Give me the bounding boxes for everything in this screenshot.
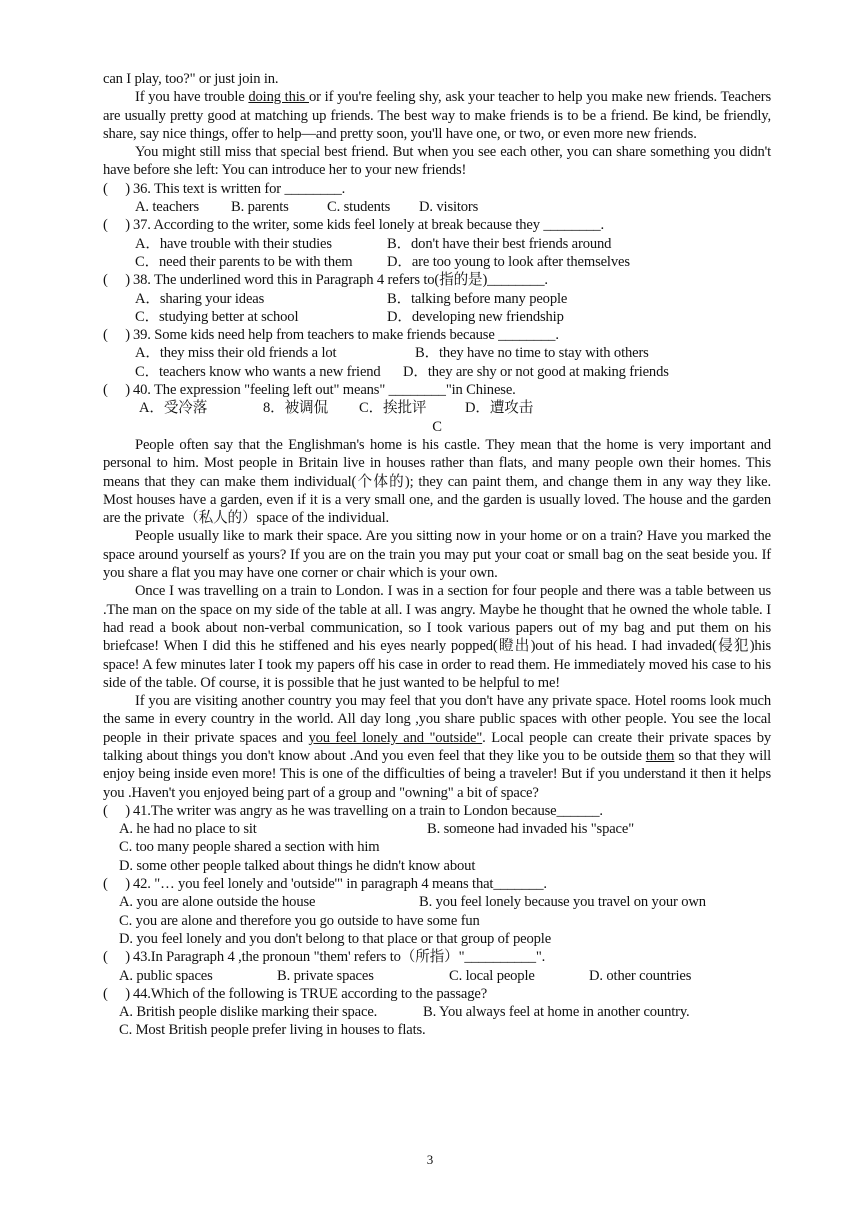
intro-line: can I play, too?" or just join in. xyxy=(103,71,279,87)
question-42: ( ) 42. "… you feel lonely and 'outside'" in paragraph 4 means that_______. xyxy=(103,876,547,893)
option: A. teachers xyxy=(135,199,199,216)
question-44: ( ) 44.Which of the following is TRUE according to the passage? xyxy=(103,985,488,1002)
question-43-options xyxy=(103,967,771,985)
question-36-options xyxy=(103,198,771,216)
intro-paragraph-2: You might still miss that special best friend. But when you see each other, you can share something you didn't have before she left: You can introduce her to your new friends! xyxy=(103,144,771,179)
question-41-option-c xyxy=(103,838,771,856)
option: D．遭攻击 xyxy=(465,400,534,417)
question-41-option-d xyxy=(103,857,771,875)
option: A. he had no place to sit xyxy=(119,821,257,838)
question-38-options-ab xyxy=(103,290,771,308)
question-37-options-cd xyxy=(103,253,771,271)
option: A．sharing your ideas xyxy=(135,290,265,307)
page-number: 3 xyxy=(426,1152,434,1167)
option: 8．被调侃 xyxy=(263,400,328,417)
option: B. someone had invaded his "space" xyxy=(427,821,635,838)
passage-c-paragraph-2: People usually like to mark their space. Are you sitting now in your home or on a train? Have you marked the space around yourself as yours? If you are on the train you may put your coat or small bag on the seat beside you. If you share a flat you may have one corner or chair which is your own. xyxy=(103,528,771,582)
question-44-options-ab xyxy=(103,1003,771,1021)
document-page xyxy=(103,70,771,1040)
question-40: ( ) 40. The expression "feeling left out" means" ________"in Chinese. xyxy=(103,382,516,399)
question-38-options-cd xyxy=(103,308,771,326)
question-37: ( ) 37. According to the writer, some kids feel lonely at break because they ________. xyxy=(103,217,605,234)
option: D. some other people talked about things he didn't know about xyxy=(119,857,476,874)
intro-paragraph-1: If you have trouble doing this or if you're feeling shy, ask your teacher to help you make new friends. Teachers are usually pretty good at matching up friends. The best way to make friends is to be a friend. Be kind, be friendly, share, say nice things, offer to help—and pretty soon, you'll have one, or two, or even more new friends. xyxy=(103,89,771,142)
option: C．studying better at school xyxy=(135,308,299,325)
option: C. too many people shared a section with him xyxy=(119,839,380,856)
question-39-options-cd xyxy=(103,363,771,381)
question-39: ( ) 39. Some kids need help from teachers to make friends because ________. xyxy=(103,327,559,344)
passage-c-paragraph-1: People often say that the Englishman's home is his castle. They mean that the home is very important and personal to him. Most people in Britain live in houses rather than flats, and many people own their homes. This means that they can make them individual(个体的); they can paint them, and change them in any way they like. Most houses have a garden, even if it is a very small one, and the garden is usually loved. The house and the garden are the private（私人的）space of the individual. xyxy=(103,436,771,527)
option: D．they are shy or not good at making friends xyxy=(403,363,669,380)
question-38: ( ) 38. The underlined word this in Paragraph 4 refers to(指的是)________. xyxy=(103,272,548,289)
option: B. parents xyxy=(231,199,289,216)
option: C. you are alone and therefore you go outside to have some fun xyxy=(119,912,480,929)
question-44-option-c xyxy=(103,1021,771,1039)
option: A．受冷落 xyxy=(139,400,208,417)
option: B. private spaces xyxy=(277,967,374,984)
option: A．they miss their old friends a lot xyxy=(135,345,337,362)
option: A．have trouble with their studies xyxy=(135,235,332,252)
question-42-option-d xyxy=(103,930,771,948)
option: B．they have no time to stay with others xyxy=(415,345,649,362)
question-41: ( ) 41.The writer was angry as he was travelling on a train to London because______. xyxy=(103,802,603,819)
question-39-options-ab xyxy=(103,344,771,362)
option: C. students xyxy=(327,199,391,216)
question-43: ( ) 43.In Paragraph 4 ,the pronoun "them' refers to（所指）"__________". xyxy=(103,949,546,966)
option: D．developing new friendship xyxy=(387,308,564,325)
passage-c-paragraph-4: If you are visiting another country you may feel that you don't have any private space. Hotel rooms look much the same in every country in the world. All day long ,you share public spaces with other people. You see the local people in their private spaces and you feel lonely and "outside". Local people can create their private spaces by talking about things you don't know about .And you even feel that they like you to be outside them so that they will enjoy being inside even more! This is one of the difficulties of being a traveler! But if you understand it then it helps you .Haven't you enjoyed being part of a group and "owning" a bit of space? xyxy=(103,693,771,801)
option: A. British people dislike marking their space. xyxy=(119,1004,378,1021)
option: D．are too young to look after themselves xyxy=(387,253,630,270)
passage-c-paragraph-3: Once I was travelling on a train to London. I was in a section for four people and there was a table between us .The man on the space on my side of the table at all. I was angry. Maybe he thought that he owned the whole table. I had read a book about non-verbal communication, so I took various papers out of my bag and put them on his briefcase! When I did this he stiffened and his eyes nearly popped(瞪出)out of his head. I had invaded(侵犯)his space! A few minutes later I took my papers off his case in order to read them. He immediately moved his case to his side of the table. Of course, it is possible that he just wanted to be helpful to me! xyxy=(103,583,771,691)
option: D. you feel lonely and you don't belong to that place or that group of people xyxy=(119,930,552,947)
question-42-option-c xyxy=(103,912,771,930)
option: C．挨批评 xyxy=(359,400,427,417)
question-36: ( ) 36. This text is written for ________. xyxy=(103,180,346,197)
option: B. You always feel at home in another country. xyxy=(423,1004,690,1021)
underlined-phrase: you feel lonely and "outside" xyxy=(308,729,483,746)
question-37-options-ab xyxy=(103,235,771,253)
option: D. other countries xyxy=(589,967,692,984)
option: B．don't have their best friends around xyxy=(387,235,612,252)
option: A. public spaces xyxy=(119,967,213,984)
option: B. you feel lonely because you travel on your own xyxy=(419,894,706,911)
option: C．need their parents to be with them xyxy=(135,253,353,270)
underlined-word: doing this xyxy=(248,89,309,106)
question-42-options-ab xyxy=(103,893,771,911)
option: D. visitors xyxy=(419,199,479,216)
section-label: C xyxy=(432,418,442,435)
question-40-options xyxy=(103,399,771,417)
option: C．teachers know who wants a new friend xyxy=(135,363,381,380)
option: A. you are alone outside the house xyxy=(119,894,316,911)
underlined-pronoun: them xyxy=(645,747,675,764)
option: C. Most British people prefer living in houses to flats. xyxy=(119,1022,426,1039)
option: C. local people xyxy=(449,967,535,984)
option: B．talking before many people xyxy=(387,290,568,307)
question-41-options-ab xyxy=(103,820,771,838)
